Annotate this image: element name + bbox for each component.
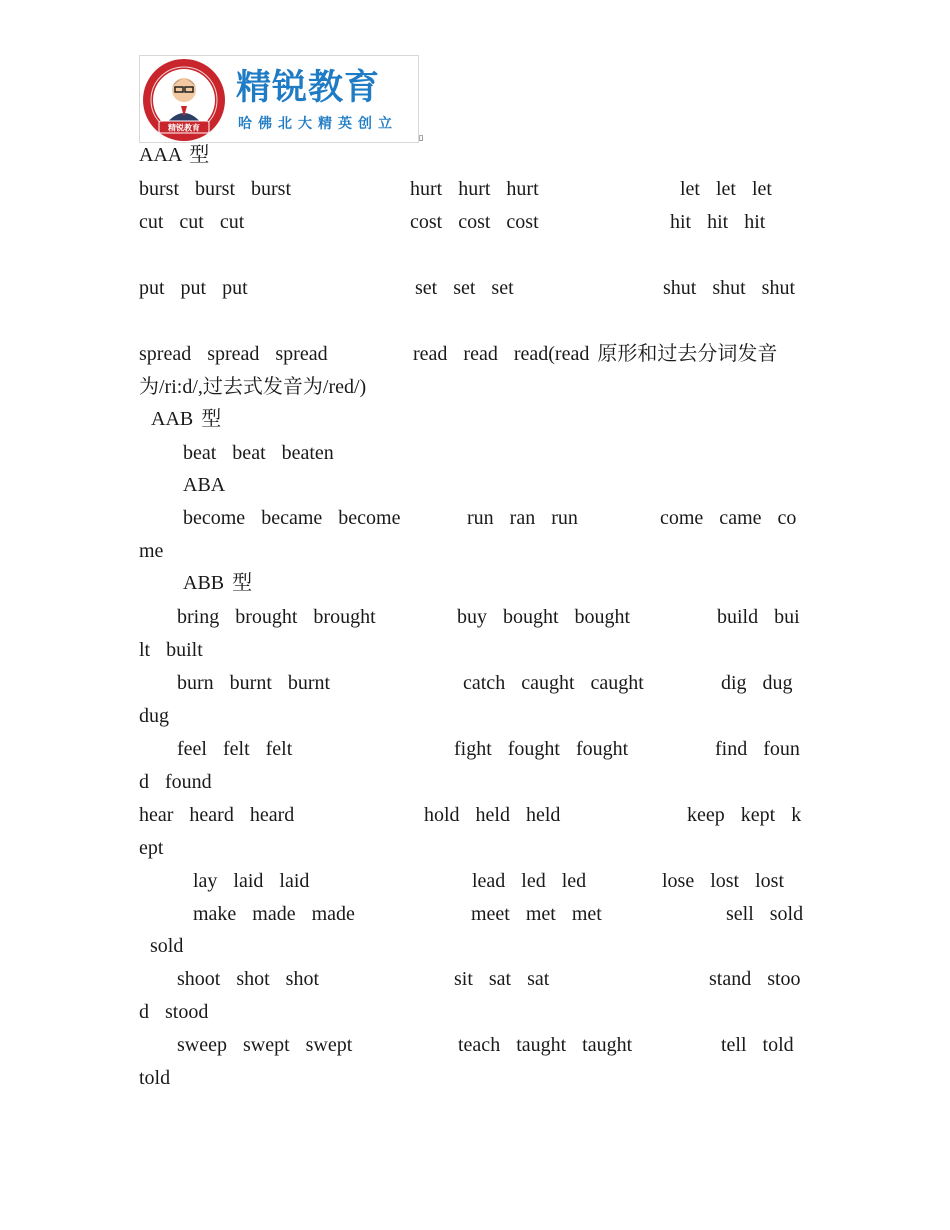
verb-line: hold held held [424,804,561,826]
verb-line: me [139,540,164,562]
verb-line: teach taught taught [458,1034,633,1056]
verb-line: fight fought fought [454,738,629,760]
verb-line: hear heard heard [139,804,295,826]
section-heading-aab: AAB 型 [151,408,222,430]
verb-line: shoot shot shot [177,968,320,990]
verb-line: buy bought bought [457,606,631,628]
verb-line: hurt hurt hurt [410,178,539,200]
verb-line: spread spread spread [139,343,328,365]
verb-line: hit hit hit [670,211,766,233]
verb-line: 为/ri:d/,过去式发音为/red/) [139,376,367,398]
verb-line: keep kept k [687,804,802,826]
verb-line: find foun [715,738,800,760]
verb-line: read read read(read 原形和过去分词发音 [413,343,778,365]
verb-line: cut cut cut [139,211,245,233]
section-heading-aaa: AAA 型 [139,144,210,166]
verb-line: come came co [660,507,797,529]
verb-line: run ran run [467,507,578,529]
verb-line: feel felt felt [177,738,293,760]
verb-line: shut shut shut [663,277,796,299]
verb-line: sit sat sat [454,968,550,990]
verb-line: lead led led [472,870,587,892]
verb-line: cost cost cost [410,211,539,233]
verb-line: dig dug [721,672,793,694]
verb-line: let let let [680,178,772,200]
verb-line: make made made [193,903,355,925]
verb-line: catch caught caught [463,672,644,694]
verb-line: told [139,1067,171,1089]
verb-line: beat beat beaten [183,442,334,464]
verb-line: d found [139,771,212,793]
verb-line: build bui [717,606,800,628]
verb-line: sweep swept swept [177,1034,353,1056]
verb-line: bring brought brought [177,606,376,628]
logo-subtitle: 哈佛北大精英创立 [238,116,398,132]
logo-title: 精锐教育 [236,68,381,108]
verb-line: meet met met [471,903,602,925]
verb-line: burst burst burst [139,178,291,200]
verb-line: dug [139,705,169,727]
verb-line: d stood [139,1001,209,1023]
verb-line: tell told [721,1034,794,1056]
section-heading-aba: ABA [183,474,226,496]
verb-line: sold [150,935,184,957]
placeholder-glyph: ▯ [419,133,424,142]
seal-badge-text: 精锐教育 [168,123,200,133]
verb-line: ept [139,837,164,859]
verb-line: put put put [139,277,248,299]
verb-line: burn burnt burnt [177,672,331,694]
seal-emblem-icon [141,57,227,143]
verb-line: lose lost lost [662,870,785,892]
verb-line: stand stoo [709,968,801,990]
verb-line: set set set [415,277,514,299]
section-heading-abb: ABB 型 [183,572,253,594]
verb-line: lay laid laid [193,870,310,892]
verb-line: lt built [139,639,203,661]
verb-line: become became become [183,507,401,529]
verb-line: sell sold [726,903,804,925]
brand-logo [139,55,419,143]
